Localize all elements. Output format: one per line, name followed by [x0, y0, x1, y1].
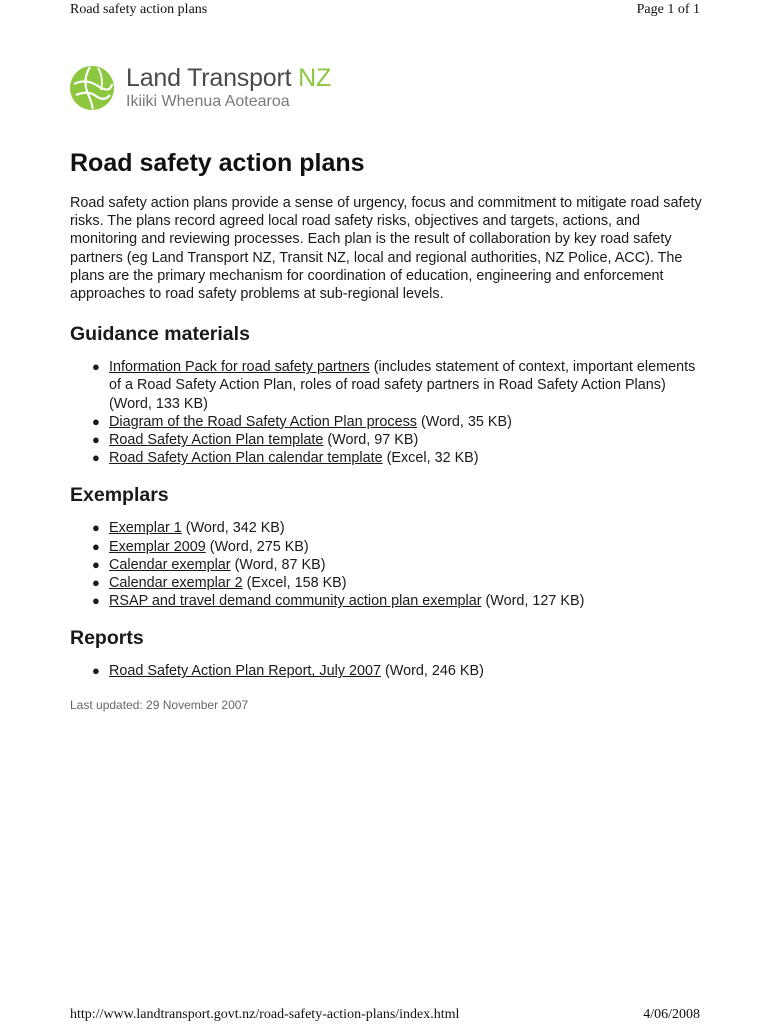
- print-url: http://www.landtransport.govt.nz/road-safety-action-plans/index.html: [70, 1007, 460, 1022]
- print-header: [70, 2, 700, 18]
- reports-list: [70, 662, 702, 680]
- main-content: [70, 146, 702, 712]
- file-note: (Word, 97 KB): [323, 432, 419, 449]
- doc-link[interactable]: Road Safety Action Plan template: [109, 432, 324, 449]
- list-item: [92, 574, 702, 592]
- doc-link[interactable]: Exemplar 2009: [109, 538, 206, 555]
- doc-link[interactable]: Diagram of the Road Safety Action Plan process: [109, 413, 417, 430]
- doc-link[interactable]: Calendar exemplar: [109, 556, 231, 573]
- list-item: [92, 358, 702, 413]
- list-item: [92, 431, 702, 449]
- logo-title: [126, 64, 331, 93]
- section-heading-reports: Reports: [70, 627, 144, 650]
- guidance-list: [70, 358, 702, 467]
- last-updated: Last updated: 29 November 2007: [70, 697, 249, 712]
- logo-title-main: Land Transport: [126, 64, 299, 92]
- section-heading-guidance: Guidance materials: [70, 323, 250, 346]
- print-header-title: Road safety action plans: [70, 2, 208, 17]
- bullet-icon: ●: [92, 520, 100, 536]
- intro-paragraph: Road safety action plans provide a sense of urgency, focus and commitment to mitigate road safety risks. The plans record agreed local road safety risks, objectives and targets, actions, and monitoring and reviewing processes. Each plan is the result of collaboration by key road safety partners (eg Land Transport NZ, Transit NZ, local and regional authorities, NZ Police, ACC). The plans are the primary mechanism for coordination of education, engineering and enforcement approaches to road safety problems at sub-regional levels.: [70, 195, 702, 303]
- list-item: [92, 449, 702, 467]
- section-heading-exemplars: Exemplars: [70, 484, 169, 507]
- file-note: (includes statement of context, important elements of a Road Safety Action Plan, roles of road safety partners in Road Safety Action Plans) (Word, 133 KB): [109, 359, 696, 412]
- list-item: [92, 662, 702, 680]
- exemplars-list: [70, 519, 702, 610]
- doc-link[interactable]: Information Pack for road safety partners: [109, 359, 370, 376]
- bullet-icon: ●: [92, 432, 100, 448]
- list-item: [92, 519, 702, 537]
- land-transport-nz-logo[interactable]: [68, 62, 358, 114]
- print-date: 4/06/2008: [643, 1007, 700, 1022]
- file-note: (Excel, 158 KB): [242, 575, 347, 592]
- bullet-icon: ●: [92, 450, 100, 466]
- print-page-number: Page 1 of 1: [636, 2, 700, 17]
- file-note: (Word, 246 KB): [381, 663, 484, 680]
- bullet-icon: ●: [92, 575, 100, 591]
- list-item: [92, 538, 702, 556]
- list-item: [92, 592, 702, 610]
- bullet-icon: ●: [92, 359, 100, 375]
- doc-link[interactable]: RSAP and travel demand community action plan exemplar: [109, 593, 482, 610]
- bullet-icon: ●: [92, 663, 100, 679]
- list-item: [92, 413, 702, 431]
- doc-link[interactable]: Calendar exemplar 2: [109, 575, 243, 592]
- file-note: (Excel, 32 KB): [382, 450, 479, 467]
- bullet-icon: ●: [92, 556, 100, 572]
- logo-subtitle: Ikiiki Whenua Aotearoa: [126, 93, 290, 110]
- doc-link[interactable]: Road Safety Action Plan calendar template: [109, 450, 383, 467]
- doc-link[interactable]: Exemplar 1: [109, 520, 182, 537]
- bullet-icon: ●: [92, 413, 100, 429]
- globe-logo-icon: [68, 64, 116, 112]
- page-title: Road safety action plans: [70, 149, 365, 177]
- doc-link[interactable]: Road Safety Action Plan Report, July 2007: [109, 663, 381, 680]
- logo-title-accent: NZ: [298, 64, 332, 92]
- file-note: (Word, 342 KB): [181, 520, 285, 537]
- file-note: (Word, 127 KB): [481, 593, 585, 610]
- list-item: [92, 556, 702, 574]
- file-note: (Word, 87 KB): [230, 556, 326, 573]
- file-note: (Word, 35 KB): [416, 413, 512, 430]
- bullet-icon: ●: [92, 538, 100, 554]
- bullet-icon: ●: [92, 593, 100, 609]
- print-footer: [70, 1007, 700, 1023]
- file-note: (Word, 275 KB): [205, 538, 309, 555]
